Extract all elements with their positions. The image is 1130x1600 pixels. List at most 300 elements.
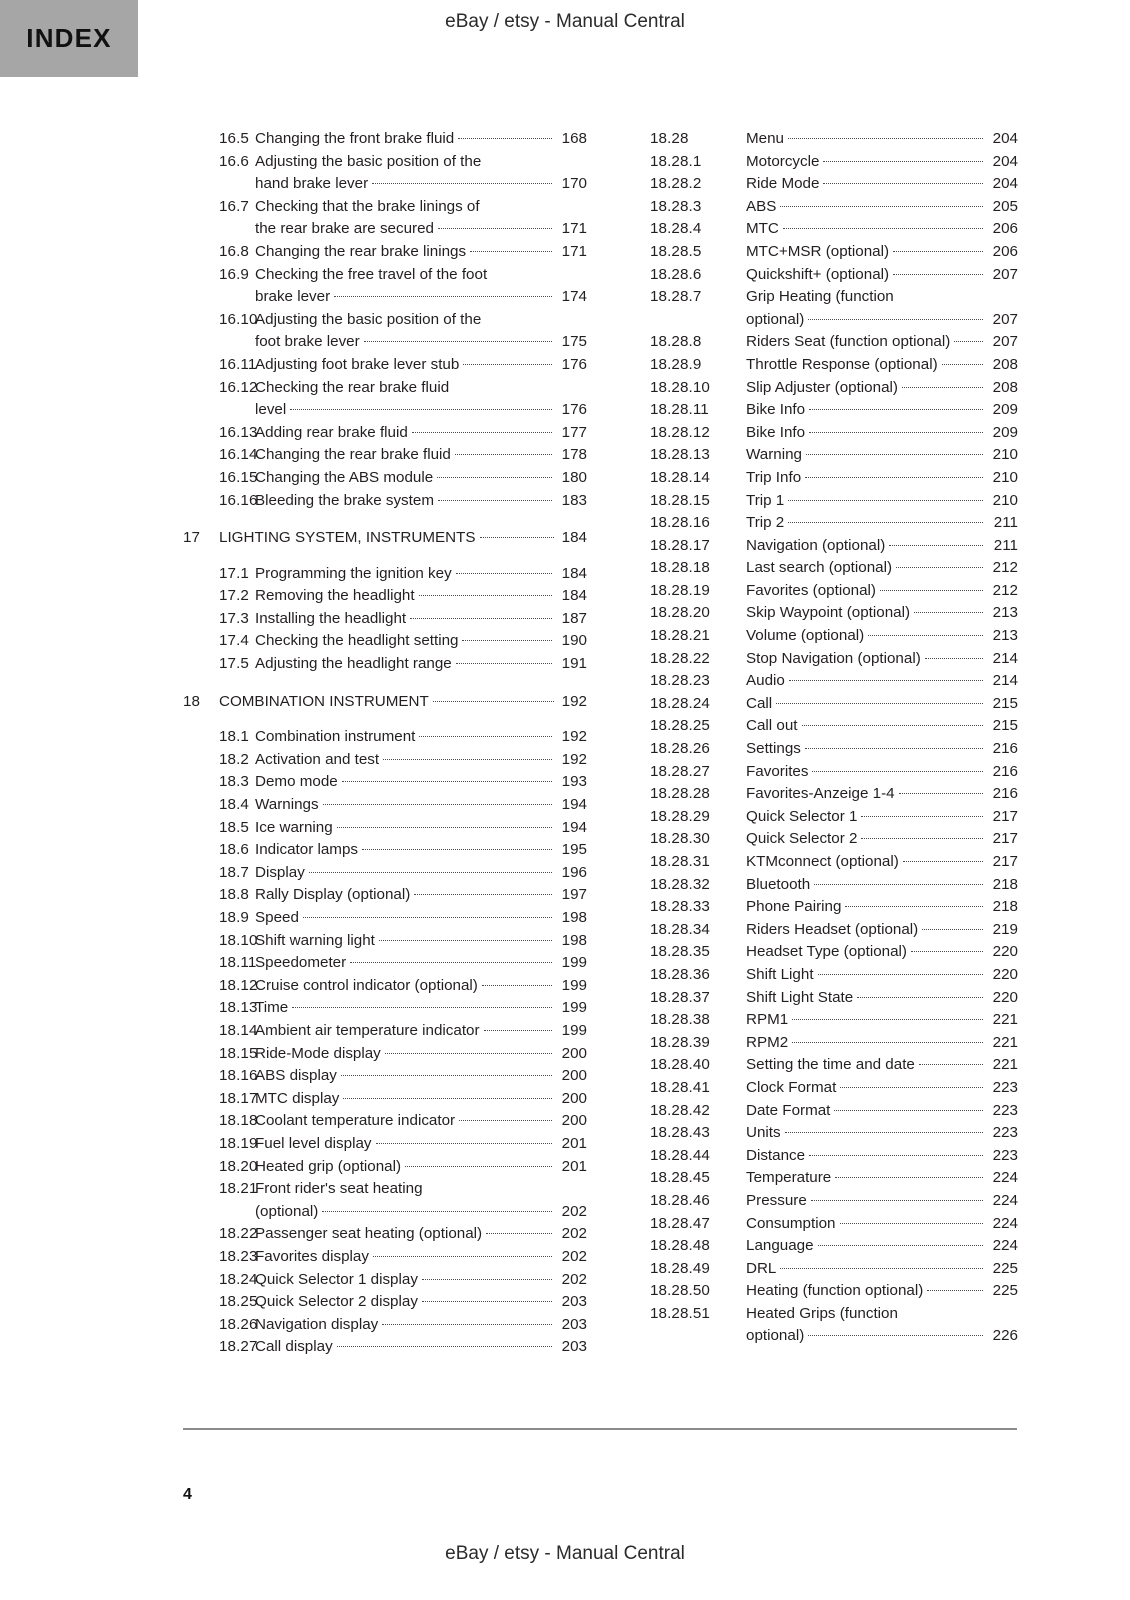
- toc-entry[interactable]: [183, 422, 587, 445]
- toc-entry-number: 18.28.12: [650, 423, 710, 441]
- toc-leader-dots: [458, 138, 552, 139]
- toc-entry-body: [746, 377, 1018, 400]
- toc-entry-title: Changing the rear brake linings: [255, 242, 467, 260]
- toc-entry-title: Adding rear brake fluid: [255, 423, 408, 441]
- toc-entry-page: 194: [561, 796, 587, 814]
- toc-entry-page: 203: [561, 1338, 587, 1356]
- toc-entry[interactable]: [650, 648, 1018, 671]
- toc-entry-number: 16.5: [219, 130, 249, 147]
- toc-entry-title: Ride Mode: [746, 175, 820, 193]
- toc-entry[interactable]: [183, 862, 587, 885]
- toc-entry-title: Trip Info: [746, 468, 802, 486]
- toc-entry-page: 224: [992, 1214, 1018, 1232]
- toc-entry-body: [746, 670, 1018, 693]
- toc-entry-number: 18.16: [219, 1067, 258, 1085]
- toc-entry-title: Ride-Mode display: [255, 1044, 381, 1062]
- toc-entry[interactable]: [650, 286, 1018, 331]
- toc-entry[interactable]: [650, 851, 1018, 874]
- toc-entry[interactable]: [183, 608, 587, 631]
- toc-leader-dots: [903, 861, 983, 862]
- toc-entry[interactable]: [183, 309, 587, 354]
- toc-entry-number: 18.28: [650, 130, 689, 147]
- toc-entry-page: 175: [561, 333, 587, 351]
- toc-entry-page: 208: [992, 378, 1018, 396]
- toc-entry-title: Shift warning light: [255, 931, 375, 949]
- toc-entry-number: 16.6: [219, 152, 249, 170]
- toc-entry[interactable]: [650, 828, 1018, 851]
- toc-entry-number: 18.21: [219, 1180, 258, 1198]
- toc-entry-number: 18.28.29: [650, 807, 710, 825]
- toc-leader-dots: [809, 409, 983, 410]
- toc-entry-number: 18.28.43: [650, 1124, 710, 1142]
- toc-entry[interactable]: [183, 930, 587, 953]
- toc-entry[interactable]: [183, 1088, 587, 1111]
- toc-entry[interactable]: [650, 806, 1018, 829]
- toc-entry[interactable]: [183, 794, 587, 817]
- toc-entry[interactable]: [183, 749, 587, 772]
- toc-entry-page: 201: [561, 1134, 587, 1152]
- toc-leader-dots: [334, 296, 552, 297]
- toc-entry-title: Bike Info: [746, 401, 806, 419]
- toc-entry-number: 18.28.41: [650, 1078, 710, 1096]
- toc-entry-page: 206: [992, 220, 1018, 238]
- toc-leader-dots: [482, 985, 552, 986]
- toc-entry[interactable]: [650, 173, 1018, 196]
- toc-entry-body: [255, 377, 587, 422]
- toc-entry-body: [255, 128, 587, 151]
- toc-entry-title: Headset Type (optional): [746, 943, 907, 961]
- toc-entry[interactable]: [183, 377, 587, 422]
- toc-leader-dots: [808, 319, 983, 320]
- toc-entry-number: 18.28.18: [650, 559, 710, 577]
- toc-entry[interactable]: [183, 771, 587, 794]
- toc-entry-body: [255, 839, 587, 862]
- toc-entry-body: [255, 884, 587, 907]
- toc-leader-dots: [868, 635, 983, 636]
- toc-entry-number: 18.28.20: [650, 604, 710, 622]
- toc-entry-title-continued: the rear brake are secured: [255, 220, 434, 238]
- toc-entry[interactable]: [183, 527, 587, 550]
- toc-leader-dots: [343, 1098, 552, 1099]
- toc-entry[interactable]: [650, 964, 1018, 987]
- toc-entry[interactable]: [650, 1077, 1018, 1100]
- toc-entry-body: [746, 1190, 1018, 1213]
- toc-entry-body: [746, 151, 1018, 174]
- toc-entry-title: COMBINATION INSTRUMENT: [219, 692, 429, 710]
- toc-entry-page: 190: [561, 632, 587, 650]
- toc-entry-body: [746, 602, 1018, 625]
- toc-leader-dots: [861, 838, 983, 839]
- toc-entry[interactable]: [183, 1336, 587, 1359]
- toc-entry-page: 204: [992, 130, 1018, 147]
- toc-entry[interactable]: [650, 399, 1018, 422]
- toc-entry-number: 18.28.30: [650, 830, 710, 848]
- toc-entry[interactable]: [650, 218, 1018, 241]
- toc-entry-number: 18.28.47: [650, 1214, 710, 1232]
- toc-entry-page: 191: [561, 655, 587, 673]
- toc-entry-page: 192: [561, 728, 587, 746]
- toc-entry-page: 216: [992, 785, 1018, 803]
- toc-entry[interactable]: [183, 691, 587, 714]
- toc-entry-number: 18.28.31: [650, 853, 710, 870]
- toc-entry-page: 226: [992, 1327, 1018, 1345]
- toc-entry-body: [255, 309, 587, 354]
- footer-watermark: eBay / etsy - Manual Central: [445, 1543, 685, 1564]
- toc-entry[interactable]: [650, 377, 1018, 400]
- toc-entry-body: [746, 557, 1018, 580]
- toc-entry-number: 16.16: [219, 491, 258, 509]
- toc-entry-number: 18.28.9: [650, 355, 702, 373]
- toc-entry[interactable]: [183, 264, 587, 309]
- toc-entry-page: 213: [992, 627, 1018, 645]
- toc-entry-number: 16.13: [219, 423, 258, 441]
- toc-entry-title: Coolant temperature indicator: [255, 1112, 456, 1130]
- toc-entry-number: 18.23: [219, 1247, 258, 1265]
- toc-entry[interactable]: [183, 975, 587, 998]
- toc-entry-number: 18.28.22: [650, 649, 710, 667]
- toc-entry-body: [255, 997, 587, 1020]
- toc-entry-body: [746, 693, 1018, 716]
- toc-leader-dots: [893, 274, 983, 275]
- toc-entry[interactable]: [650, 896, 1018, 919]
- toc-leader-dots: [350, 962, 552, 963]
- toc-entry-title: Bike Info: [746, 423, 806, 441]
- toc-entry-number: 18.28.14: [650, 468, 710, 486]
- toc-entry[interactable]: [650, 1258, 1018, 1281]
- toc-entry[interactable]: [650, 331, 1018, 354]
- toc-entry-number: 18.28.15: [650, 491, 710, 509]
- toc-entry-number: 18.28.2: [650, 175, 702, 193]
- toc-leader-dots: [382, 1324, 552, 1325]
- toc-leader-dots: [811, 1200, 983, 1201]
- toc-entry[interactable]: [650, 512, 1018, 535]
- toc-entry-body: [746, 896, 1018, 919]
- toc-entry[interactable]: [650, 783, 1018, 806]
- toc-entry-title: Installing the headlight: [255, 609, 407, 627]
- toc-entry-title: Temperature: [746, 1169, 832, 1187]
- toc-entry[interactable]: [650, 467, 1018, 490]
- toc-entry[interactable]: [183, 151, 587, 196]
- toc-entry[interactable]: [183, 952, 587, 975]
- page-number: 4: [183, 1486, 192, 1503]
- toc-entry[interactable]: [183, 1246, 587, 1269]
- toc-leader-dots: [462, 640, 552, 641]
- toc-entry[interactable]: [183, 1178, 587, 1223]
- toc-entry-number: 18.28.35: [650, 943, 710, 961]
- toc-entry-title-continued: optional): [746, 1327, 805, 1345]
- toc-entry-body: [746, 241, 1018, 264]
- toc-entry[interactable]: [183, 196, 587, 241]
- toc-entry-page: 202: [561, 1247, 587, 1265]
- toc-entry-page: 187: [561, 609, 587, 627]
- toc-entry[interactable]: [183, 1269, 587, 1292]
- toc-entry[interactable]: [650, 241, 1018, 264]
- header-watermark: eBay / etsy - Manual Central: [445, 11, 685, 32]
- toc-leader-dots: [486, 1233, 552, 1234]
- toc-entry-page: 215: [992, 694, 1018, 712]
- toc-entry[interactable]: [650, 1009, 1018, 1032]
- toc-entry-number: 18.25: [219, 1293, 258, 1311]
- toc-entry[interactable]: [183, 1065, 587, 1088]
- toc-entry-title: ABS: [746, 197, 777, 215]
- toc-leader-dots: [954, 341, 983, 342]
- toc-leader-dots: [463, 364, 552, 365]
- toc-entry-body: [746, 648, 1018, 671]
- toc-leader-dots: [789, 680, 983, 681]
- toc-entry-number: 17.3: [219, 609, 249, 627]
- toc-entry-number: 18.28.19: [650, 581, 710, 599]
- toc-entry[interactable]: [183, 726, 587, 749]
- toc-entry-page: 194: [561, 818, 587, 836]
- toc-entry-body: [255, 726, 587, 749]
- toc-entry-body: [746, 625, 1018, 648]
- toc-entry[interactable]: [183, 128, 587, 151]
- toc-entry-title-continued: hand brake lever: [255, 175, 369, 193]
- toc-entry[interactable]: [650, 1145, 1018, 1168]
- toc-entry-number: 18.17: [219, 1089, 258, 1107]
- toc-entry-title: Heated grip (optional): [255, 1157, 402, 1175]
- toc-entry[interactable]: [650, 580, 1018, 603]
- toc-entry[interactable]: [183, 490, 587, 513]
- toc-entry-page: 199: [561, 1021, 587, 1039]
- toc-entry-page: 223: [992, 1078, 1018, 1096]
- toc-entry[interactable]: [183, 1156, 587, 1179]
- toc-entry[interactable]: [183, 1043, 587, 1066]
- toc-entry-page: 220: [992, 988, 1018, 1006]
- toc-entry[interactable]: [650, 761, 1018, 784]
- toc-entry-number: 18.28.7: [650, 288, 702, 306]
- toc-entry[interactable]: [650, 444, 1018, 467]
- toc-entry[interactable]: [650, 1100, 1018, 1123]
- toc-entry-body: [255, 1269, 587, 1292]
- toc-entry-page: 219: [992, 920, 1018, 938]
- toc-entry-body: [219, 527, 587, 550]
- toc-entry-body: [746, 1280, 1018, 1303]
- toc-entry-title: Combination instrument: [255, 728, 416, 746]
- toc-entry[interactable]: [650, 151, 1018, 174]
- toc-leader-dots: [914, 612, 983, 613]
- toc-entry-body: [746, 715, 1018, 738]
- toc-entry-title: Phone Pairing: [746, 898, 842, 916]
- toc-entry-body: [255, 1088, 587, 1111]
- toc-entry-title: Throttle Response (optional): [746, 355, 938, 373]
- toc-entry-body: [746, 1213, 1018, 1236]
- toc-entry-page: 223: [992, 1124, 1018, 1142]
- toc-entry-body: [255, 1133, 587, 1156]
- toc-entry[interactable]: [183, 907, 587, 930]
- toc-entry-title: Bluetooth: [746, 875, 811, 893]
- toc-entry[interactable]: [183, 1291, 587, 1314]
- toc-leader-dots: [818, 974, 983, 975]
- toc-entry-body: [255, 1314, 587, 1337]
- toc-entry-title: Pressure: [746, 1191, 807, 1209]
- toc-entry-title: Speed: [255, 909, 299, 926]
- toc-entry-number: 16.8: [219, 242, 249, 260]
- toc-entry-page: 224: [992, 1169, 1018, 1187]
- toc-entry[interactable]: [650, 1167, 1018, 1190]
- toc-entry[interactable]: [650, 693, 1018, 716]
- toc-entry[interactable]: [183, 1020, 587, 1043]
- toc-entry[interactable]: [183, 585, 587, 608]
- toc-entry[interactable]: [650, 941, 1018, 964]
- toc-entry-title: Display: [255, 863, 305, 881]
- toc-leader-dots: [919, 1064, 983, 1065]
- toc-entry[interactable]: [183, 884, 587, 907]
- toc-entry[interactable]: [650, 557, 1018, 580]
- toc-entry-title: Distance: [746, 1146, 806, 1164]
- toc-entry-body: [746, 218, 1018, 241]
- toc-entry[interactable]: [183, 653, 587, 676]
- toc-entry[interactable]: [183, 354, 587, 377]
- toc-entry-body: [746, 1077, 1018, 1100]
- toc-entry-body: [746, 987, 1018, 1010]
- toc-entry[interactable]: [650, 602, 1018, 625]
- toc-entry-body: [255, 630, 587, 653]
- toc-entry-page: 203: [561, 1315, 587, 1333]
- toc-entry-body: [746, 331, 1018, 354]
- toc-entry-body: [746, 851, 1018, 874]
- toc-entry-body: [746, 828, 1018, 851]
- toc-leader-dots: [899, 793, 983, 794]
- toc-leader-dots: [889, 545, 983, 546]
- toc-entry[interactable]: [183, 1133, 587, 1156]
- toc-entry[interactable]: [183, 839, 587, 862]
- toc-entry-page: 212: [992, 581, 1018, 599]
- toc-entry-number: 18.28.33: [650, 898, 710, 916]
- toc-entry-title: Quick Selector 2: [746, 830, 858, 848]
- toc-entry-body: [255, 196, 587, 241]
- toc-entry-body: [746, 1009, 1018, 1032]
- toc-leader-dots: [414, 894, 552, 895]
- toc-entry[interactable]: [650, 625, 1018, 648]
- toc-entry-title: Heated Grips (function: [746, 1304, 898, 1322]
- toc-entry-page: 204: [992, 152, 1018, 170]
- toc-entry[interactable]: [650, 670, 1018, 693]
- toc-entry-page: 218: [992, 875, 1018, 893]
- toc-entry-body: [746, 535, 1018, 558]
- toc-entry[interactable]: [183, 241, 587, 264]
- toc-leader-dots: [818, 1245, 983, 1246]
- toc-leader-dots: [835, 1177, 983, 1178]
- toc-entry[interactable]: [650, 738, 1018, 761]
- toc-leader-dots: [422, 1279, 552, 1280]
- toc-entry-body: [255, 1043, 587, 1066]
- toc-entry[interactable]: [183, 1314, 587, 1337]
- toc-entry-body: [255, 1065, 587, 1088]
- toc-entry-page: 216: [992, 740, 1018, 758]
- toc-entry-number: 18.22: [219, 1225, 258, 1243]
- toc-leader-dots: [805, 477, 983, 478]
- toc-entry[interactable]: [183, 1223, 587, 1246]
- toc-entry-number: 18.27: [219, 1338, 258, 1356]
- toc-entry-page: 207: [992, 310, 1018, 328]
- toc-entry[interactable]: [650, 490, 1018, 513]
- toc-entry-number: 18.7: [219, 863, 249, 881]
- toc-entry-title: Rally Display (optional): [255, 886, 411, 904]
- toc-entry-page: 224: [992, 1237, 1018, 1255]
- toc-entry[interactable]: [650, 919, 1018, 942]
- toc-entry-number: 18.28.28: [650, 785, 710, 803]
- toc-leader-dots: [840, 1087, 983, 1088]
- toc-entry[interactable]: [650, 1032, 1018, 1055]
- toc-leader-dots: [422, 1301, 552, 1302]
- toc-entry-number: 18.28.36: [650, 965, 710, 983]
- toc-entry-number: 18.28.27: [650, 762, 710, 780]
- toc-entry-title: Quick Selector 1 display: [255, 1270, 418, 1288]
- toc-entry-page: 224: [992, 1191, 1018, 1209]
- toc-entry[interactable]: [650, 264, 1018, 287]
- toc-entry-body: [255, 444, 587, 467]
- toc-entry-page: 213: [992, 604, 1018, 622]
- toc-entry-number: 18.28.17: [650, 536, 710, 554]
- toc-entry[interactable]: [183, 467, 587, 490]
- toc-entry[interactable]: [183, 1110, 587, 1133]
- toc-entry[interactable]: [183, 997, 587, 1020]
- toc-entry-body: [255, 264, 587, 309]
- toc-entry[interactable]: [650, 196, 1018, 219]
- toc-entry-number: 18.9: [219, 909, 249, 926]
- toc-entry[interactable]: [650, 535, 1018, 558]
- toc-entry[interactable]: [650, 422, 1018, 445]
- toc-entry-title: RPM1: [746, 1011, 789, 1029]
- toc-entry-body: [255, 1156, 587, 1179]
- toc-entry-title: Time: [255, 999, 289, 1017]
- toc-entry-body: [255, 241, 587, 264]
- toc-entry[interactable]: [650, 1122, 1018, 1145]
- toc-entry-number: 17.5: [219, 655, 249, 673]
- toc-entry-page: 205: [992, 197, 1018, 215]
- toc-leader-dots: [385, 1053, 552, 1054]
- toc-entry-title: Checking the headlight setting: [255, 632, 459, 650]
- toc-entry-page: 180: [561, 468, 587, 486]
- toc-entry-page: 200: [561, 1044, 587, 1062]
- toc-entry[interactable]: [650, 1235, 1018, 1258]
- toc-entry-page: 210: [992, 468, 1018, 486]
- toc-entry[interactable]: [650, 987, 1018, 1010]
- toc-entry-page: 202: [561, 1270, 587, 1288]
- toc-entry[interactable]: [650, 354, 1018, 377]
- toc-entry[interactable]: [183, 817, 587, 840]
- toc-entry[interactable]: [183, 563, 587, 586]
- toc-entry-title: ABS display: [255, 1067, 337, 1085]
- toc-entry[interactable]: [650, 1190, 1018, 1213]
- toc-entry-number: 16.7: [219, 197, 249, 215]
- toc-entry[interactable]: [650, 1303, 1018, 1348]
- toc-entry-page: 220: [992, 965, 1018, 983]
- toc-entry-title: RPM2: [746, 1033, 789, 1051]
- toc-entry[interactable]: [650, 1054, 1018, 1077]
- toc-column-left: [183, 128, 587, 1359]
- toc-entry[interactable]: [650, 128, 1018, 151]
- toc-entry-title: Adjusting the basic position of the: [255, 152, 482, 170]
- toc-entry-title: Favorites (optional): [746, 581, 876, 599]
- toc-leader-dots: [455, 454, 552, 455]
- toc-entry-title: Changing the front brake fluid: [255, 130, 455, 147]
- toc-entry-body: [746, 354, 1018, 377]
- toc-entry[interactable]: [650, 715, 1018, 738]
- toc-entry-page: 202: [561, 1225, 587, 1243]
- toc-leader-dots: [290, 409, 552, 410]
- toc-entry[interactable]: [650, 1280, 1018, 1303]
- toc-entry[interactable]: [183, 444, 587, 467]
- toc-entry-body: [746, 874, 1018, 897]
- toc-entry[interactable]: [650, 1213, 1018, 1236]
- toc-entry-title: Audio: [746, 672, 785, 690]
- toc-entry-title: Quick Selector 1: [746, 807, 858, 825]
- toc-entry[interactable]: [183, 630, 587, 653]
- toc-entry[interactable]: [650, 874, 1018, 897]
- toc-entry-number: 16.14: [219, 446, 258, 464]
